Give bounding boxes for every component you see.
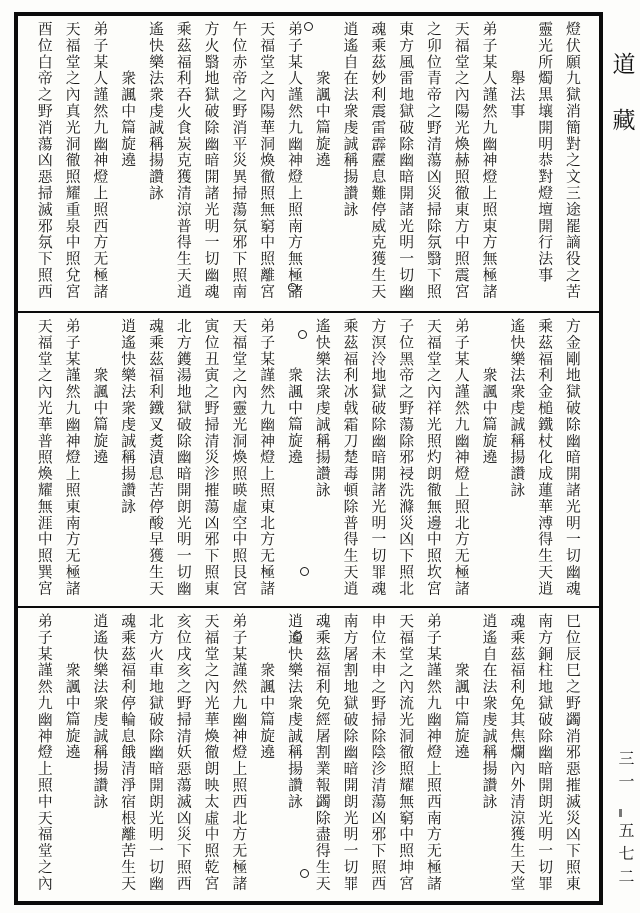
text-column: 申位未申之野掃除陰沴清蕩凶邪下照西 <box>369 613 386 892</box>
text-column: 逍遙快樂法衆虔誠稱揚讚詠 <box>285 613 302 810</box>
band-middle-columns <box>18 313 596 606</box>
band-top-columns <box>18 16 596 311</box>
text-column: 之卯位青帝之野清蕩凶災掃除氛翳下照 <box>424 21 441 300</box>
band-top <box>18 16 599 311</box>
text-column: 午位赤帝之野消平災異掃蕩氛邪下照南 <box>230 21 247 300</box>
text-column: 逍遙快樂法衆虔誠稱揚讚詠 <box>91 613 108 810</box>
text-column: 衆諷中篇旋遶 <box>285 367 302 466</box>
text-column: 乘茲福利吞火食炭克獲清涼普得生天逍 <box>174 21 191 300</box>
text-column: 弟子某謹然九幽神燈上照東南方无極諸 <box>63 318 80 597</box>
section-circle-marker <box>293 632 302 641</box>
text-column: 乘茲福利金槌鐵杖化成蓮華溥得生天逍 <box>536 318 553 597</box>
text-column: 弟子某謹然九幽神燈上照西北方无極諸 <box>230 613 247 892</box>
text-column: 天福堂之內祥光照灼朗徹無邊中照坎宮 <box>424 318 441 597</box>
text-column: 天福堂之內光華煥徹朗映太虛中照乾宮 <box>202 613 219 892</box>
text-column: 天福堂之內光華普照煥耀無涯中照巽宮 <box>35 318 52 597</box>
text-column: 舉法事 <box>508 70 525 120</box>
page-number: 五七二 <box>616 822 633 891</box>
text-column: 魂乘茲福利鐵叉煑漬息苦停酸早獲生天 <box>146 318 163 597</box>
text-column: 衆諷中篇旋遶 <box>91 367 108 466</box>
text-column: 逍遙自在法衆虔誠稱揚讚詠 <box>341 21 358 218</box>
text-column: 靈光所燭黒壤開明恭對燈壇開行法事 <box>536 21 553 284</box>
margin-label-zang: 藏 <box>612 108 636 133</box>
text-frame <box>14 12 603 905</box>
text-column: 逍遙快樂法衆虔誠稱揚讚詠 <box>119 318 136 515</box>
text-column: 衆諷中篇旋遶 <box>313 70 330 169</box>
text-column: 天福堂之內靈光洞煥照暎虛空中照艮宮 <box>230 318 247 597</box>
text-column: 天福堂之內真光洞徹照耀重泉中照兌宮 <box>63 21 80 300</box>
text-column: 東方風雷地獄破除幽暗開諸光明一切幽 <box>397 21 414 300</box>
band-middle <box>18 311 599 606</box>
text-column: 亥位戌亥之野掃清妖惡蕩滅凶災下照西 <box>174 613 191 892</box>
text-column: 弟子某謹然九幽神燈上照西南方无極諸 <box>424 613 441 892</box>
text-column: 弟子某謹然九幽神燈上照中天福堂之內 <box>35 613 52 892</box>
section-circle-marker <box>304 22 313 31</box>
text-column: 衆諷中篇旋遶 <box>452 662 469 761</box>
text-column: 遙快樂法衆虔誠稱揚讚詠 <box>508 318 525 499</box>
text-column: 天福堂之內陽華洞煥徹照無窮中照離宮 <box>258 21 275 300</box>
text-column: 衆諷中篇旋遶 <box>119 70 136 169</box>
text-column: 天福堂之內流光洞徹照耀無窮中照坤宮 <box>397 613 414 892</box>
text-column: 北方火車地獄破除幽暗開朗光明一切幽 <box>146 613 163 892</box>
section-circle-marker <box>300 567 309 576</box>
text-column: 弟子某人謹然九幽神燈上照南方無極諸 <box>285 21 302 300</box>
text-column: 方金剛地獄破除幽暗開諸光明一切幽魂 <box>563 318 580 597</box>
text-column: 衆諷中篇旋遶 <box>258 662 275 761</box>
text-column: 魂乘茲福利免經屠割業報蠲除盡得生天 <box>313 613 330 892</box>
text-column: 遙快樂法衆虔誠稱揚讚詠 <box>146 21 163 202</box>
text-column: 魂乘茲妙利震雷霹靂息難停威克獲生天 <box>369 21 386 300</box>
text-column: 弟子某人謹然九幽神燈上照西方无極諸 <box>91 21 108 300</box>
text-column: 弟子某人謹然九幽神燈上照東方無極諸 <box>480 21 497 300</box>
band-bottom <box>18 606 599 901</box>
text-column: 寅位丑寅之野掃清災沴摧蕩凶邪下照東 <box>202 318 219 597</box>
text-column: 巳位辰巳之野蠲消邪惡摧滅災凶下照東 <box>563 613 580 892</box>
text-column: 天福堂之內陽光煥赫照徹東方中照震宮 <box>452 21 469 300</box>
text-column: 乘茲福利冰戟霜刀楚毒頓除普得生天逍 <box>341 318 358 597</box>
section-circle-marker <box>288 283 297 292</box>
text-column: 弟子某謹然九幽神燈上照東北方无極諸 <box>258 318 275 597</box>
text-column: 逍遙自在法衆虔誠稱揚讚詠 <box>480 613 497 810</box>
page-number-divider <box>619 809 622 817</box>
margin-label-dao: 道 <box>612 52 636 77</box>
text-column: 弟子某人謹然九幽神燈上照北方无極諸 <box>452 318 469 597</box>
text-column: 方溟泠地獄破除幽暗開諸光明一切罪魂 <box>369 318 386 597</box>
text-column: 魂乘茲福利停輪息餓清淨宿根離苦生天 <box>119 613 136 892</box>
text-column: 衆諷中篇旋遶 <box>480 367 497 466</box>
text-column: 遙快樂法衆虔誠稱揚讚詠 <box>313 318 330 499</box>
text-column: 方火翳地獄破除幽暗開諸光明一切幽魂 <box>202 21 219 300</box>
band-bottom-columns <box>18 608 596 901</box>
text-column: 燈伏願九獄消簡對之文三途罷謫役之苦 <box>563 21 580 300</box>
text-column: 南方銅柱地獄破除幽暗開朗光明一切罪 <box>536 613 553 892</box>
volume-number: 三一 <box>616 750 633 796</box>
text-column: 子位黑帝之野蕩除邪祲洗滌災凶下照北 <box>397 318 414 597</box>
text-column: 南方屠割地獄破除幽暗開朗光明一切罪 <box>341 613 358 892</box>
text-column: 衆諷中篇旋遶 <box>63 662 80 761</box>
section-circle-marker <box>300 869 309 878</box>
text-column: 酉位白帝之野消蕩凶惡掃滅邪氛下照西 <box>35 21 52 300</box>
text-column: 北方鑊湯地獄破除幽暗開朗光明一切幽 <box>174 318 191 597</box>
text-column: 魂乘茲福利免其焦爛內外清涼獲生天堂 <box>508 613 525 892</box>
section-circle-marker <box>298 330 307 339</box>
